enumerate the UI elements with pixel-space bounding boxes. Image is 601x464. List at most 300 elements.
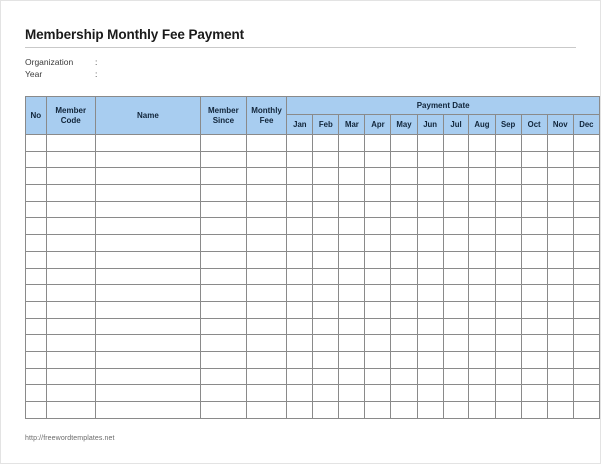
cell-month-may[interactable]: [391, 301, 417, 318]
cell-month-sep[interactable]: [495, 385, 521, 402]
cell-month-may[interactable]: [391, 335, 417, 352]
cell-month-sep[interactable]: [495, 168, 521, 185]
cell-month-nov[interactable]: [547, 351, 573, 368]
cell-month-apr[interactable]: [365, 185, 391, 202]
cell-month-oct[interactable]: [521, 185, 547, 202]
table-row: [26, 368, 600, 385]
cell-month-aug[interactable]: [469, 135, 495, 152]
cell-month-jul[interactable]: [443, 301, 469, 318]
cell-month-apr[interactable]: [365, 385, 391, 402]
cell-month-aug[interactable]: [469, 201, 495, 218]
cell-month-nov[interactable]: [547, 318, 573, 335]
cell-month-may[interactable]: [391, 402, 417, 419]
cell-month-dec[interactable]: [573, 318, 599, 335]
cell-month-dec[interactable]: [573, 235, 599, 252]
cell-month-oct[interactable]: [521, 368, 547, 385]
cell-month-may[interactable]: [391, 318, 417, 335]
cell-month-nov[interactable]: [547, 385, 573, 402]
cell-member-code[interactable]: [46, 185, 95, 202]
cell-month-feb[interactable]: [313, 151, 339, 168]
cell-no[interactable]: [26, 402, 47, 419]
cell-member-since[interactable]: [200, 402, 246, 419]
cell-month-dec[interactable]: [573, 402, 599, 419]
cell-month-jun[interactable]: [417, 251, 443, 268]
cell-no[interactable]: [26, 385, 47, 402]
cell-month-mar[interactable]: [339, 385, 365, 402]
cell-name[interactable]: [95, 168, 200, 185]
cell-month-feb[interactable]: [313, 402, 339, 419]
cell-name[interactable]: [95, 251, 200, 268]
cell-member-since[interactable]: [200, 285, 246, 302]
cell-month-jul[interactable]: [443, 351, 469, 368]
cell-member-code[interactable]: [46, 151, 95, 168]
cell-month-aug[interactable]: [469, 218, 495, 235]
cell-month-sep[interactable]: [495, 402, 521, 419]
cell-month-jun[interactable]: [417, 301, 443, 318]
cell-month-jul[interactable]: [443, 385, 469, 402]
cell-month-nov[interactable]: [547, 151, 573, 168]
cell-month-mar[interactable]: [339, 268, 365, 285]
cell-month-nov[interactable]: [547, 301, 573, 318]
cell-month-oct[interactable]: [521, 151, 547, 168]
cell-month-oct[interactable]: [521, 285, 547, 302]
cell-month-may[interactable]: [391, 251, 417, 268]
cell-name[interactable]: [95, 235, 200, 252]
cell-month-sep[interactable]: [495, 318, 521, 335]
cell-month-dec[interactable]: [573, 135, 599, 152]
cell-month-dec[interactable]: [573, 385, 599, 402]
cell-name[interactable]: [95, 135, 200, 152]
cell-month-feb[interactable]: [313, 201, 339, 218]
cell-month-jan[interactable]: [287, 335, 313, 352]
cell-month-apr[interactable]: [365, 335, 391, 352]
cell-month-aug[interactable]: [469, 185, 495, 202]
cell-no[interactable]: [26, 151, 47, 168]
cell-month-dec[interactable]: [573, 185, 599, 202]
cell-month-feb[interactable]: [313, 135, 339, 152]
cell-month-jul[interactable]: [443, 135, 469, 152]
title-divider: [25, 47, 576, 48]
cell-no[interactable]: [26, 251, 47, 268]
cell-month-oct[interactable]: [521, 318, 547, 335]
cell-no[interactable]: [26, 285, 47, 302]
footer-url: http://freewordtemplates.net: [25, 435, 115, 442]
cell-month-apr[interactable]: [365, 151, 391, 168]
cell-month-may[interactable]: [391, 285, 417, 302]
cell-name[interactable]: [95, 318, 200, 335]
cell-month-may[interactable]: [391, 168, 417, 185]
cell-month-oct[interactable]: [521, 268, 547, 285]
cell-name[interactable]: [95, 185, 200, 202]
cell-member-code[interactable]: [46, 351, 95, 368]
cell-month-feb[interactable]: [313, 351, 339, 368]
cell-name[interactable]: [95, 368, 200, 385]
cell-month-dec[interactable]: [573, 168, 599, 185]
cell-monthly-fee[interactable]: [246, 185, 287, 202]
cell-month-jan[interactable]: [287, 201, 313, 218]
cell-month-jan[interactable]: [287, 318, 313, 335]
cell-no[interactable]: [26, 268, 47, 285]
cell-month-jun[interactable]: [417, 235, 443, 252]
cell-month-oct[interactable]: [521, 335, 547, 352]
cell-month-nov[interactable]: [547, 402, 573, 419]
cell-month-oct[interactable]: [521, 351, 547, 368]
cell-month-oct[interactable]: [521, 385, 547, 402]
cell-month-aug[interactable]: [469, 335, 495, 352]
cell-member-code[interactable]: [46, 402, 95, 419]
cell-month-sep[interactable]: [495, 218, 521, 235]
cell-monthly-fee[interactable]: [246, 268, 287, 285]
cell-month-feb[interactable]: [313, 251, 339, 268]
cell-month-apr[interactable]: [365, 368, 391, 385]
cell-month-jan[interactable]: [287, 268, 313, 285]
cell-month-oct[interactable]: [521, 235, 547, 252]
cell-month-jan[interactable]: [287, 135, 313, 152]
cell-month-dec[interactable]: [573, 201, 599, 218]
cell-member-since[interactable]: [200, 135, 246, 152]
cell-month-jan[interactable]: [287, 251, 313, 268]
cell-month-dec[interactable]: [573, 301, 599, 318]
cell-month-oct[interactable]: [521, 251, 547, 268]
cell-month-jul[interactable]: [443, 235, 469, 252]
cell-month-apr[interactable]: [365, 351, 391, 368]
cell-month-jun[interactable]: [417, 268, 443, 285]
cell-month-jul[interactable]: [443, 168, 469, 185]
cell-month-jul[interactable]: [443, 368, 469, 385]
cell-month-apr[interactable]: [365, 168, 391, 185]
cell-no[interactable]: [26, 235, 47, 252]
cell-month-aug[interactable]: [469, 402, 495, 419]
cell-member-since[interactable]: [200, 318, 246, 335]
cell-member-code[interactable]: [46, 268, 95, 285]
cell-month-feb[interactable]: [313, 335, 339, 352]
cell-name[interactable]: [95, 335, 200, 352]
cell-month-mar[interactable]: [339, 402, 365, 419]
cell-month-nov[interactable]: [547, 251, 573, 268]
cell-name[interactable]: [95, 218, 200, 235]
cell-month-mar[interactable]: [339, 318, 365, 335]
cell-month-may[interactable]: [391, 201, 417, 218]
cell-month-jun[interactable]: [417, 385, 443, 402]
cell-month-aug[interactable]: [469, 251, 495, 268]
cell-month-jul[interactable]: [443, 151, 469, 168]
cell-month-jan[interactable]: [287, 385, 313, 402]
cell-month-jan[interactable]: [287, 151, 313, 168]
cell-month-mar[interactable]: [339, 201, 365, 218]
cell-monthly-fee[interactable]: [246, 301, 287, 318]
cell-no[interactable]: [26, 168, 47, 185]
cell-month-jan[interactable]: [287, 351, 313, 368]
cell-month-jul[interactable]: [443, 285, 469, 302]
cell-month-mar[interactable]: [339, 301, 365, 318]
cell-month-mar[interactable]: [339, 151, 365, 168]
cell-month-oct[interactable]: [521, 301, 547, 318]
cell-month-may[interactable]: [391, 185, 417, 202]
cell-member-since[interactable]: [200, 235, 246, 252]
cell-member-code[interactable]: [46, 218, 95, 235]
cell-monthly-fee[interactable]: [246, 201, 287, 218]
cell-no[interactable]: [26, 335, 47, 352]
cell-month-jan[interactable]: [287, 168, 313, 185]
cell-month-mar[interactable]: [339, 335, 365, 352]
cell-month-apr[interactable]: [365, 402, 391, 419]
cell-no[interactable]: [26, 351, 47, 368]
cell-name[interactable]: [95, 351, 200, 368]
cell-no[interactable]: [26, 301, 47, 318]
cell-month-may[interactable]: [391, 268, 417, 285]
cell-month-feb[interactable]: [313, 301, 339, 318]
cell-month-jul[interactable]: [443, 185, 469, 202]
cell-month-jan[interactable]: [287, 301, 313, 318]
cell-month-sep[interactable]: [495, 151, 521, 168]
cell-month-jan[interactable]: [287, 285, 313, 302]
cell-month-oct[interactable]: [521, 402, 547, 419]
cell-member-since[interactable]: [200, 368, 246, 385]
cell-month-jun[interactable]: [417, 168, 443, 185]
cell-month-sep[interactable]: [495, 201, 521, 218]
cell-month-apr[interactable]: [365, 318, 391, 335]
cell-month-may[interactable]: [391, 151, 417, 168]
cell-month-jun[interactable]: [417, 285, 443, 302]
column-header-month-jun: Jun: [417, 115, 443, 135]
cell-member-code[interactable]: [46, 201, 95, 218]
cell-month-feb[interactable]: [313, 168, 339, 185]
organization-colon: :: [95, 57, 98, 67]
cell-month-oct[interactable]: [521, 201, 547, 218]
cell-no[interactable]: [26, 318, 47, 335]
cell-month-sep[interactable]: [495, 235, 521, 252]
cell-month-nov[interactable]: [547, 235, 573, 252]
cell-name[interactable]: [95, 151, 200, 168]
cell-name[interactable]: [95, 285, 200, 302]
cell-month-jun[interactable]: [417, 318, 443, 335]
cell-month-jul[interactable]: [443, 201, 469, 218]
cell-month-dec[interactable]: [573, 335, 599, 352]
cell-month-aug[interactable]: [469, 318, 495, 335]
table-row: [26, 385, 600, 402]
cell-monthly-fee[interactable]: [246, 285, 287, 302]
cell-name[interactable]: [95, 301, 200, 318]
cell-month-dec[interactable]: [573, 351, 599, 368]
cell-month-sep[interactable]: [495, 135, 521, 152]
cell-monthly-fee[interactable]: [246, 168, 287, 185]
cell-member-code[interactable]: [46, 135, 95, 152]
cell-member-code[interactable]: [46, 318, 95, 335]
cell-month-nov[interactable]: [547, 285, 573, 302]
cell-month-jul[interactable]: [443, 335, 469, 352]
meta-row-year: [25, 68, 165, 80]
cell-month-may[interactable]: [391, 135, 417, 152]
cell-month-jun[interactable]: [417, 151, 443, 168]
cell-month-aug[interactable]: [469, 235, 495, 252]
cell-month-jan[interactable]: [287, 185, 313, 202]
cell-monthly-fee[interactable]: [246, 351, 287, 368]
cell-month-oct[interactable]: [521, 218, 547, 235]
cell-month-dec[interactable]: [573, 151, 599, 168]
cell-month-mar[interactable]: [339, 135, 365, 152]
cell-monthly-fee[interactable]: [246, 368, 287, 385]
cell-month-jul[interactable]: [443, 402, 469, 419]
cell-month-aug[interactable]: [469, 268, 495, 285]
cell-month-aug[interactable]: [469, 385, 495, 402]
cell-monthly-fee[interactable]: [246, 318, 287, 335]
cell-month-jun[interactable]: [417, 351, 443, 368]
cell-month-mar[interactable]: [339, 351, 365, 368]
cell-monthly-fee[interactable]: [246, 135, 287, 152]
cell-monthly-fee[interactable]: [246, 218, 287, 235]
cell-month-feb[interactable]: [313, 235, 339, 252]
cell-month-jan[interactable]: [287, 368, 313, 385]
cell-member-since[interactable]: [200, 168, 246, 185]
cell-month-sep[interactable]: [495, 185, 521, 202]
cell-member-since[interactable]: [200, 385, 246, 402]
cell-monthly-fee[interactable]: [246, 335, 287, 352]
cell-month-apr[interactable]: [365, 268, 391, 285]
cell-month-apr[interactable]: [365, 218, 391, 235]
cell-member-since[interactable]: [200, 301, 246, 318]
cell-month-aug[interactable]: [469, 285, 495, 302]
cell-member-since[interactable]: [200, 218, 246, 235]
cell-month-apr[interactable]: [365, 285, 391, 302]
cell-month-nov[interactable]: [547, 218, 573, 235]
cell-month-aug[interactable]: [469, 168, 495, 185]
title-block: [25, 27, 576, 43]
cell-month-feb[interactable]: [313, 318, 339, 335]
cell-month-jan[interactable]: [287, 402, 313, 419]
cell-name[interactable]: [95, 268, 200, 285]
cell-member-since[interactable]: [200, 268, 246, 285]
cell-member-code[interactable]: [46, 285, 95, 302]
cell-member-code[interactable]: [46, 385, 95, 402]
cell-month-apr[interactable]: [365, 235, 391, 252]
cell-monthly-fee[interactable]: [246, 151, 287, 168]
cell-monthly-fee[interactable]: [246, 235, 287, 252]
cell-month-oct[interactable]: [521, 135, 547, 152]
cell-month-dec[interactable]: [573, 268, 599, 285]
cell-no[interactable]: [26, 185, 47, 202]
cell-month-mar[interactable]: [339, 185, 365, 202]
cell-name[interactable]: [95, 385, 200, 402]
cell-month-dec[interactable]: [573, 368, 599, 385]
cell-month-jan[interactable]: [287, 218, 313, 235]
table-row: [26, 268, 600, 285]
cell-month-may[interactable]: [391, 368, 417, 385]
cell-month-apr[interactable]: [365, 251, 391, 268]
cell-month-sep[interactable]: [495, 301, 521, 318]
cell-month-sep[interactable]: [495, 285, 521, 302]
cell-month-feb[interactable]: [313, 368, 339, 385]
cell-month-may[interactable]: [391, 235, 417, 252]
cell-month-sep[interactable]: [495, 251, 521, 268]
cell-month-sep[interactable]: [495, 268, 521, 285]
cell-month-apr[interactable]: [365, 301, 391, 318]
cell-member-code[interactable]: [46, 301, 95, 318]
cell-month-aug[interactable]: [469, 351, 495, 368]
cell-month-mar[interactable]: [339, 285, 365, 302]
cell-month-mar[interactable]: [339, 218, 365, 235]
cell-month-jun[interactable]: [417, 402, 443, 419]
cell-month-mar[interactable]: [339, 235, 365, 252]
cell-month-mar[interactable]: [339, 251, 365, 268]
cell-month-dec[interactable]: [573, 218, 599, 235]
cell-no[interactable]: [26, 201, 47, 218]
cell-month-sep[interactable]: [495, 368, 521, 385]
cell-monthly-fee[interactable]: [246, 402, 287, 419]
cell-member-since[interactable]: [200, 351, 246, 368]
cell-month-may[interactable]: [391, 385, 417, 402]
cell-month-jun[interactable]: [417, 335, 443, 352]
cell-month-nov[interactable]: [547, 368, 573, 385]
cell-month-jul[interactable]: [443, 318, 469, 335]
column-header-month-aug: Aug: [469, 115, 495, 135]
cell-member-since[interactable]: [200, 335, 246, 352]
cell-member-code[interactable]: [46, 235, 95, 252]
cell-month-may[interactable]: [391, 351, 417, 368]
cell-month-oct[interactable]: [521, 168, 547, 185]
cell-member-since[interactable]: [200, 185, 246, 202]
cell-month-mar[interactable]: [339, 168, 365, 185]
cell-month-nov[interactable]: [547, 168, 573, 185]
cell-member-since[interactable]: [200, 201, 246, 218]
cell-month-feb[interactable]: [313, 185, 339, 202]
cell-month-jun[interactable]: [417, 368, 443, 385]
cell-month-feb[interactable]: [313, 385, 339, 402]
cell-month-nov[interactable]: [547, 135, 573, 152]
cell-month-aug[interactable]: [469, 368, 495, 385]
cell-monthly-fee[interactable]: [246, 251, 287, 268]
cell-member-code[interactable]: [46, 368, 95, 385]
cell-month-nov[interactable]: [547, 335, 573, 352]
cell-month-feb[interactable]: [313, 218, 339, 235]
cell-month-jul[interactable]: [443, 268, 469, 285]
cell-name[interactable]: [95, 201, 200, 218]
cell-month-jun[interactable]: [417, 185, 443, 202]
cell-month-dec[interactable]: [573, 251, 599, 268]
cell-month-dec[interactable]: [573, 285, 599, 302]
cell-no[interactable]: [26, 135, 47, 152]
cell-name[interactable]: [95, 402, 200, 419]
cell-month-apr[interactable]: [365, 201, 391, 218]
cell-month-feb[interactable]: [313, 268, 339, 285]
cell-month-aug[interactable]: [469, 301, 495, 318]
cell-no[interactable]: [26, 218, 47, 235]
cell-month-jun[interactable]: [417, 218, 443, 235]
column-header-month-oct: Oct: [521, 115, 547, 135]
cell-member-since[interactable]: [200, 251, 246, 268]
cell-member-code[interactable]: [46, 251, 95, 268]
cell-month-mar[interactable]: [339, 368, 365, 385]
cell-month-nov[interactable]: [547, 268, 573, 285]
cell-month-feb[interactable]: [313, 285, 339, 302]
cell-member-since[interactable]: [200, 151, 246, 168]
cell-month-aug[interactable]: [469, 151, 495, 168]
cell-month-may[interactable]: [391, 218, 417, 235]
cell-month-jul[interactable]: [443, 218, 469, 235]
cell-month-sep[interactable]: [495, 351, 521, 368]
cell-month-jan[interactable]: [287, 235, 313, 252]
cell-month-apr[interactable]: [365, 135, 391, 152]
cell-month-jun[interactable]: [417, 201, 443, 218]
cell-month-nov[interactable]: [547, 201, 573, 218]
cell-member-code[interactable]: [46, 168, 95, 185]
cell-month-jun[interactable]: [417, 135, 443, 152]
cell-month-nov[interactable]: [547, 185, 573, 202]
cell-no[interactable]: [26, 368, 47, 385]
cell-month-jul[interactable]: [443, 251, 469, 268]
cell-member-code[interactable]: [46, 335, 95, 352]
cell-month-sep[interactable]: [495, 335, 521, 352]
cell-monthly-fee[interactable]: [246, 385, 287, 402]
